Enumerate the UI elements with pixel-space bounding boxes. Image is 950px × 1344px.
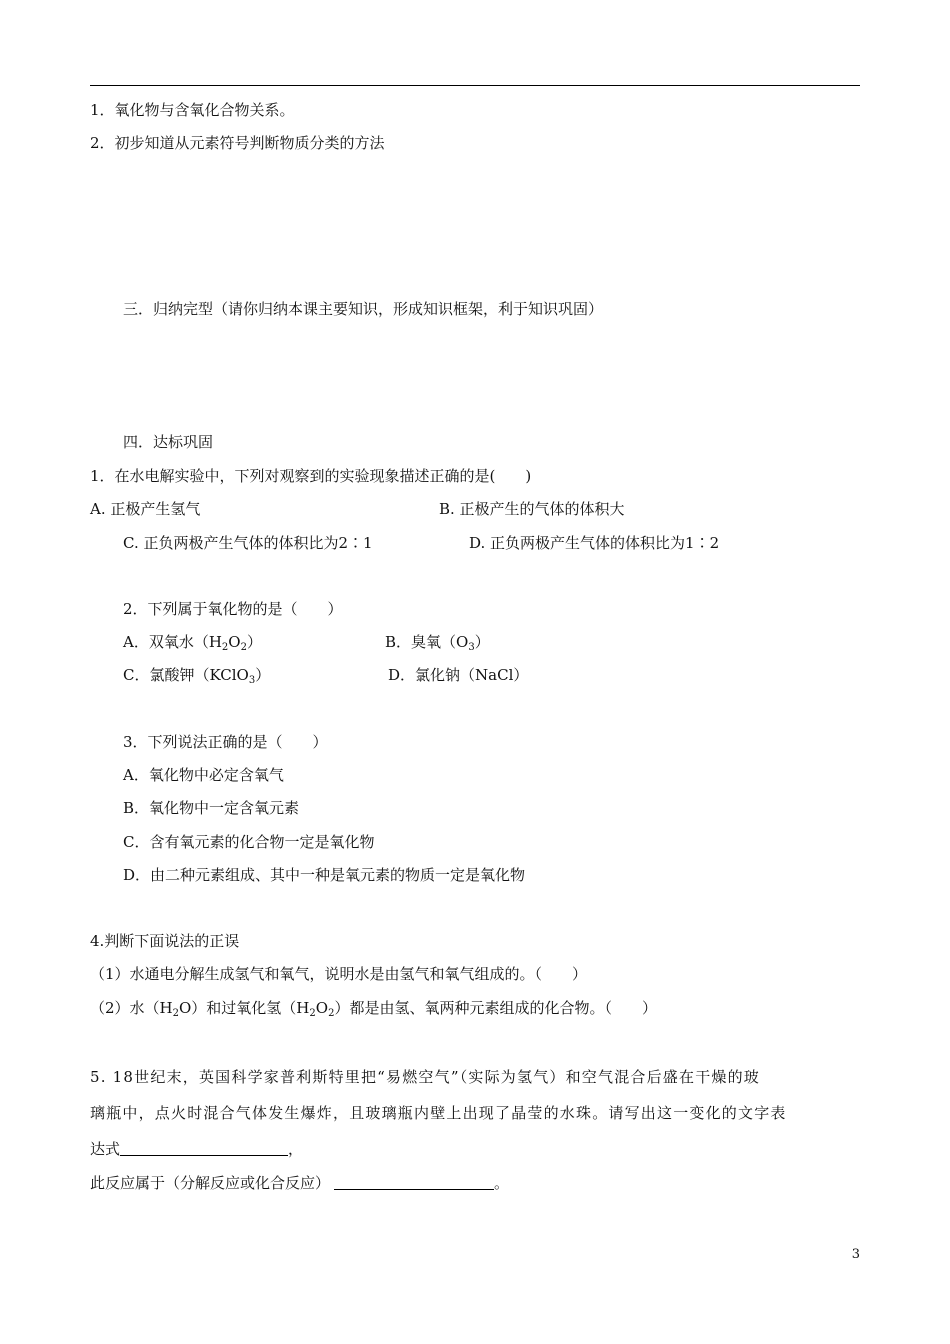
- q5-answer-blank-1[interactable]: [120, 1141, 288, 1156]
- q1-option-b: B. 正极产生的气体的体积大: [439, 500, 625, 518]
- q5-line-2: 璃瓶中，点火时混合气体发生爆炸，且玻璃瓶内壁上出现了晶莹的水珠。请写出这一变化的文字表: [90, 1104, 787, 1122]
- q3-option-a: A．氧化物中必定含氧气: [123, 766, 284, 784]
- objective-1: 1．氧化物与含氧化合物关系。: [90, 101, 295, 119]
- q1-option-c: C. 正负两极产生气体的体积比为2∶1: [123, 534, 373, 552]
- q3-option-c: C．含有氧元素的化合物一定是氧化物: [123, 833, 375, 851]
- q5-line-4: 此反应属于（分解反应或化合反应） 。: [90, 1174, 510, 1192]
- q1-option-d: D. 正负两极产生气体的体积比为1∶2: [469, 534, 720, 552]
- q4-item-2: （2）水$(H_2O)$和过氧化氢$(H_2O_2)$都是由氢、氧两种元素组成的化合物。（ ）: [90, 999, 657, 1019]
- q5-line-1: 5. 18世纪末，英国科学家普利斯特里把“易燃空气”（实际为氢气）和空气混合后盛在干燥的玻: [90, 1068, 761, 1086]
- q2-stem: 2．下列属于氧化物的是（ ）: [123, 600, 343, 618]
- q3-option-b: B．氧化物中一定含氧元素: [123, 799, 300, 817]
- q2-option-c: C．氯酸钾（KClO$_3$）: [123, 666, 271, 686]
- q3-stem: 3．下列说法正确的是（ ）: [123, 733, 328, 751]
- q4-item-1: （1）水通电分解生成氢气和氧气，说明水是由氢气和氧气组成的。（ ）: [90, 965, 588, 983]
- section-4-heading: 四．达标巩固: [123, 433, 214, 451]
- section-3-heading: 三．归纳完型（请你归纳本课主要知识，形成知识框架，利于知识巩固）: [123, 300, 604, 318]
- q2-option-d: D．氯化钠（NaCl）: [388, 666, 529, 684]
- page-number: 3: [851, 1247, 860, 1262]
- q2-option-a: A．双氧水$(H_2O_2)$: [123, 633, 262, 653]
- q1-option-a: A. 正极产生氢气: [90, 500, 201, 518]
- q2-option-b: B．臭氧$(O_3)$: [385, 633, 490, 653]
- header-rule: [90, 85, 860, 86]
- q4-stem: 4.判断下面说法的正误: [90, 932, 240, 950]
- objective-2: 2．初步知道从元素符号判断物质分类的方法: [90, 134, 385, 152]
- q3-option-d: D．由二种元素组成、其中一种是氧元素的物质一定是氧化物: [123, 866, 526, 884]
- q5-line-3: 达式 ，: [90, 1140, 304, 1158]
- q1-stem: 1．在水电解实验中，下列对观察到的实验现象描述正确的是( ): [90, 467, 532, 485]
- q5-answer-blank-2[interactable]: [334, 1175, 494, 1190]
